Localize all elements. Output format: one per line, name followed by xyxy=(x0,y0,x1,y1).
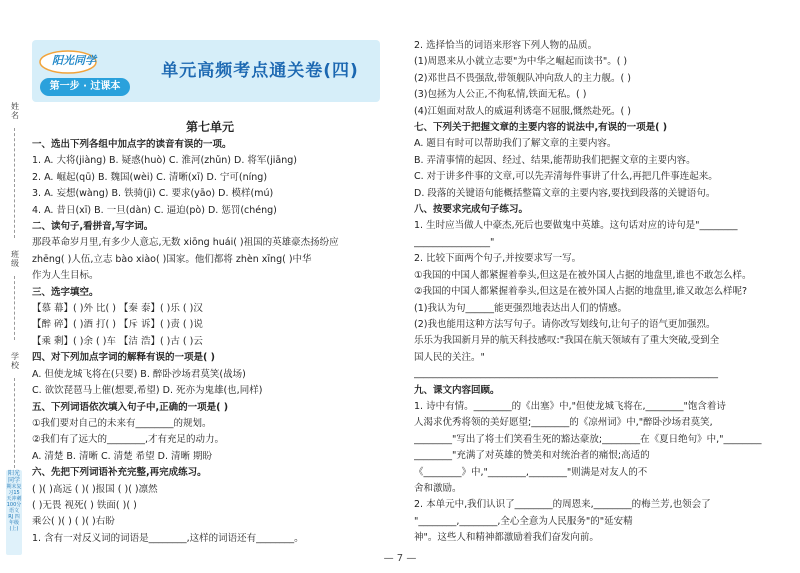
class-line xyxy=(14,276,16,340)
left-line: 2. A. 崛起(qū) B. 魏国(wèi) C. 清晰(xī) D. 宁可(níng) xyxy=(32,171,268,183)
right-line: 八、按要求完成句子练习。 xyxy=(414,204,529,216)
right-line: ________________________________________________________________ xyxy=(414,368,718,380)
right-line: 国人民的关注。" xyxy=(414,351,485,363)
right-line: (2)邓世昌不畏强敌,带领舰队冲向敌人的主力舰。( ) xyxy=(414,72,631,84)
right-line: 2. 选择恰当的词语来形容下列人物的品质。 xyxy=(414,40,598,51)
right-line: 2. 比较下面两个句子,并按要求写一写。 xyxy=(414,253,582,265)
left-line: zhēng( )人伍,立志 bào xiào( )国家。他们都将 zhèn xīng( )中华 xyxy=(32,253,312,265)
left-line: 那段革命岁月里,有多少人意忘,无数 xiōng huái( )祖国的英雄豪杰扬纷应 xyxy=(32,237,339,249)
left-line: 乘公( )( ) ( )( )右盼 xyxy=(32,516,115,528)
left-line: 五、下列词语依次填入句子中,正确的一项是( ) xyxy=(32,401,229,413)
left-line: 二、读句子,看拼音,写字词。 xyxy=(32,221,154,233)
right-line: ①我国的中国人都紧握着拳头,但这是在被外国人占据的地盘里,谁也不敢怎么样。 xyxy=(414,269,752,281)
left-line: A. 但使龙城飞将在(只要) B. 醉卧沙场君莫笑(战场) xyxy=(32,368,246,380)
left-line: 【慕 幕】( )外 比( ) 【秦 泰】( )乐 ( )汉 xyxy=(32,303,203,315)
school-line xyxy=(14,378,16,468)
left-line: 六、先把下列词语补充完整,再完成练习。 xyxy=(32,467,207,479)
left-line: ①我们要对自己的未来有________的规划。 xyxy=(32,417,212,429)
right-line: 1. 生时应当做人中豪杰,死后也要做鬼中英雄。这句话对应的诗句是"________ xyxy=(414,220,738,232)
right-line: 人渴求优秀将领的美好愿望;________的《凉州词》中,"醉卧沙场君莫笑, xyxy=(414,417,713,429)
right-line: (3)包拯为人公正,不徇私情,铁面无私。( ) xyxy=(414,89,587,101)
right-line: ________"写出了将士们笑看生死的豁达豪放;________在《夏日绝句》中,"________ xyxy=(414,433,762,445)
logo: 阳光同学 xyxy=(52,54,96,67)
left-line: 【醉 碎】( )酒 打( ) 【斥 诉】( )责 ( )说 xyxy=(32,319,203,331)
right-line: 1. 诗中有情。________的《出塞》中,"但使龙城飞将在,________"饱含着诗 xyxy=(414,400,726,412)
left-line: 作为人生目标。 xyxy=(32,270,99,282)
left-line: A. 清楚 B. 清晰 C. 清楚 希望 D. 清晰 期盼 xyxy=(32,450,213,462)
left-line: C. 欲饮琵琶马上催(想要,希望) D. 死亦为鬼雄(也,同样) xyxy=(32,385,263,397)
right-line: D. 段落的关键语句能概括整篇文章的主要内容,要找到段落的关键语句。 xyxy=(414,187,716,199)
page-title: 单元高频考点通关卷(四) xyxy=(161,61,359,81)
left-column xyxy=(32,137,384,547)
right-line: 七、下列关于把握文章的主要内容的说法中,有误的一项是( ) xyxy=(414,122,668,134)
right-line: B. 弄清事情的起因、经过、结果,能帮助我们把握文章的主要内容。 xyxy=(414,154,696,166)
right-line: (4)江姐面对敌人的威逼利诱毫不屈服,慨然赴死。( ) xyxy=(414,105,631,117)
left-line: 1. 含有一对反义词的词语是________,这样的词语还有________。 xyxy=(32,532,304,544)
right-column xyxy=(414,38,786,547)
right-line: (1)我认为句______能更强烈地表达出人们的情感。 xyxy=(414,302,627,314)
right-line: C. 对于讲多件事的文章,可以先弄清每件事讲了什么,再把几件事连起来。 xyxy=(414,171,718,183)
right-line: 九、课文内容回顾。 xyxy=(414,384,500,396)
right-line: 神"。这些人和精神都激励着我们奋发向前。 xyxy=(414,532,599,544)
left-line: 三、选字填空。 xyxy=(32,286,99,298)
series-name: 期末复习15天冲刺100分 语文 RJ 四年级(上) xyxy=(6,484,22,532)
right-line: ________"充满了对英雄的赞美和对统治者的痛恨;高适的 xyxy=(414,450,650,462)
left-line: 3. A. 妄想(wàng) B. 铁骑(jì) C. 要求(yāo) D. 模样(mú) xyxy=(32,188,274,200)
right-line: 2. 本单元中,我们认识了________的周恩来,________的梅兰芳,也领会了 xyxy=(414,499,711,511)
right-line: A. 题目有时可以帮助我们了解文章的主要内容。 xyxy=(414,138,617,150)
name-line xyxy=(14,128,16,238)
right-line: 乐乐为我国新月异的航天科技感叹:"我国在航天领域有了重大突破,受到全 xyxy=(414,335,720,347)
left-line: 1. A. 大将(jiàng) B. 疑惑(huò) C. 淮河(zhǔn) D. 将军(jiāng) xyxy=(32,155,297,167)
left-line: 一、选出下列各组中加点字的读音有误的一项。 xyxy=(32,139,232,150)
left-line: 4. A. 昔日(xī) B. 一旦(dàn) C. 逼迫(pò) D. 惩罚(chéng) xyxy=(32,204,277,216)
page-number: — 7 — xyxy=(383,553,417,564)
left-line: ( )无畏 视死( ) 铁面( )( ) xyxy=(32,499,137,511)
right-line: ________________" xyxy=(414,236,495,248)
class-label: 班级 xyxy=(11,250,19,268)
series-brand-strip xyxy=(6,470,22,555)
series-brand: 阳光同学 xyxy=(7,470,20,484)
name-label: 姓名 xyxy=(11,102,19,120)
unit-title: 第七单元 xyxy=(185,120,234,134)
right-line: "________,________,全心全意为人民服务"的"延安精 xyxy=(414,515,633,527)
right-line: 舍和激励。 xyxy=(414,482,462,494)
left-line: 四、对下列加点字词的解释有误的一项是( ) xyxy=(32,352,215,364)
right-line: 《________》中,"________,________"则满是对友人的不 xyxy=(414,466,648,478)
left-line: 【乘 剩】( )余 ( )车 【洁 浩】( )古 ( )云 xyxy=(32,335,203,347)
right-line: ②我国的中国人都紧握着拳头,但这是在被外国人占据的地盘里,谁又敢怎么样呢? xyxy=(414,286,748,298)
step-badge: 第一步 · 过课本 xyxy=(40,78,130,96)
left-line: ②我们有了远大的________,才有充足的动力。 xyxy=(32,434,225,446)
right-line: (2)我也能用这种方法写句子。请你改写划线句,让句子的语气更加强烈。 xyxy=(414,318,716,330)
school-label: 学校 xyxy=(11,352,19,370)
right-line: (1)周恩来从小就立志要"为中华之崛起而读书"。( ) xyxy=(414,56,628,68)
left-line: ( )( )高远 ( )( )报国 ( )( )凛然 xyxy=(32,483,158,495)
